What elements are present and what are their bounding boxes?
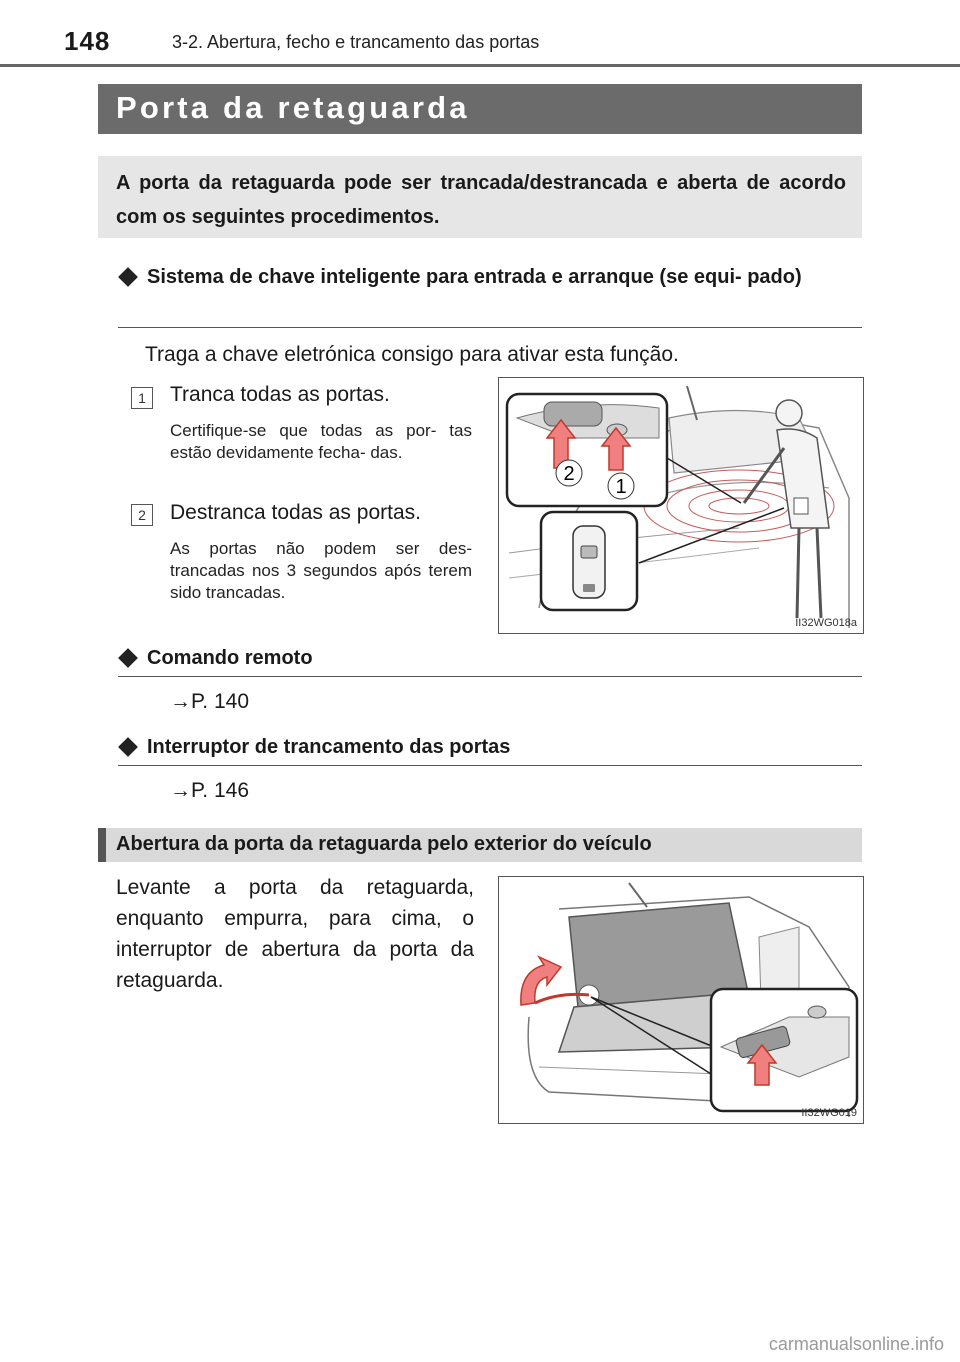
smart-key-rule xyxy=(118,327,862,328)
liftgate-illustration xyxy=(499,877,863,1123)
figure-callout-1: 1 xyxy=(615,476,627,498)
remote-heading xyxy=(118,641,862,675)
liftgate-figure xyxy=(498,876,864,1124)
step-2-title: Destranca todas as portas. xyxy=(170,501,421,524)
running-header: 3-2. Abertura, fecho e trancamento das portas xyxy=(172,32,540,52)
smart-key-figure-code: II32WG018a xyxy=(795,617,857,629)
smart-key-heading xyxy=(118,260,862,294)
step-1-title: Tranca todas as portas. xyxy=(170,383,390,406)
step-1-note: Certifique-se que todas as por- tas estão devidamente fecha- das. xyxy=(170,421,472,462)
diamond-bullet-icon xyxy=(118,267,138,287)
opening-text: Levante a porta da retaguarda, enquanto empurra, para cima, o interruptor de abertura da porta da retaguarda. xyxy=(116,876,474,992)
step-1-badge: 1 xyxy=(131,387,153,409)
lock-switch-reference-link[interactable]: →P. 146 xyxy=(170,779,250,802)
opening-title-accent xyxy=(98,828,106,862)
smart-key-instruction: Traga a chave eletrónica consigo para ativar esta função. xyxy=(145,343,679,366)
lock-switch-heading-text: Interruptor de trancamento das portas xyxy=(147,736,511,758)
diamond-bullet-icon xyxy=(118,648,138,668)
smart-key-heading-text: Sistema de chave inteligente para entrada e arranque (se equi- pado) xyxy=(147,266,802,288)
smart-key-illustration xyxy=(499,378,863,633)
figure-callout-2: 2 xyxy=(563,463,575,485)
step-2-badge: 2 xyxy=(131,504,153,526)
liftgate-figure-code: II32WG019 xyxy=(801,1107,857,1119)
opening-title: Abertura da porta da retaguarda pelo exterior do veículo xyxy=(116,833,652,855)
intro-text: A porta da retaguarda pode ser trancada/destrancada e aberta de acordo com os seguintes procedimentos. xyxy=(116,172,846,228)
lock-switch-rule xyxy=(118,765,862,766)
remote-rule xyxy=(118,676,862,677)
header-rule xyxy=(0,64,960,67)
step-2-note: As portas não podem ser des- trancadas nos 3 segundos após terem sido trancadas. xyxy=(170,539,472,602)
diamond-bullet-icon xyxy=(118,737,138,757)
page-number: 148 xyxy=(64,26,111,56)
section-title: Porta da retaguarda xyxy=(116,90,470,125)
smart-key-figure xyxy=(498,377,864,634)
lock-switch-heading xyxy=(118,730,862,764)
remote-reference-link[interactable]: →P. 140 xyxy=(170,690,250,713)
watermark: carmanualsonline.info xyxy=(768,1334,944,1354)
remote-heading-text: Comando remoto xyxy=(147,647,313,669)
